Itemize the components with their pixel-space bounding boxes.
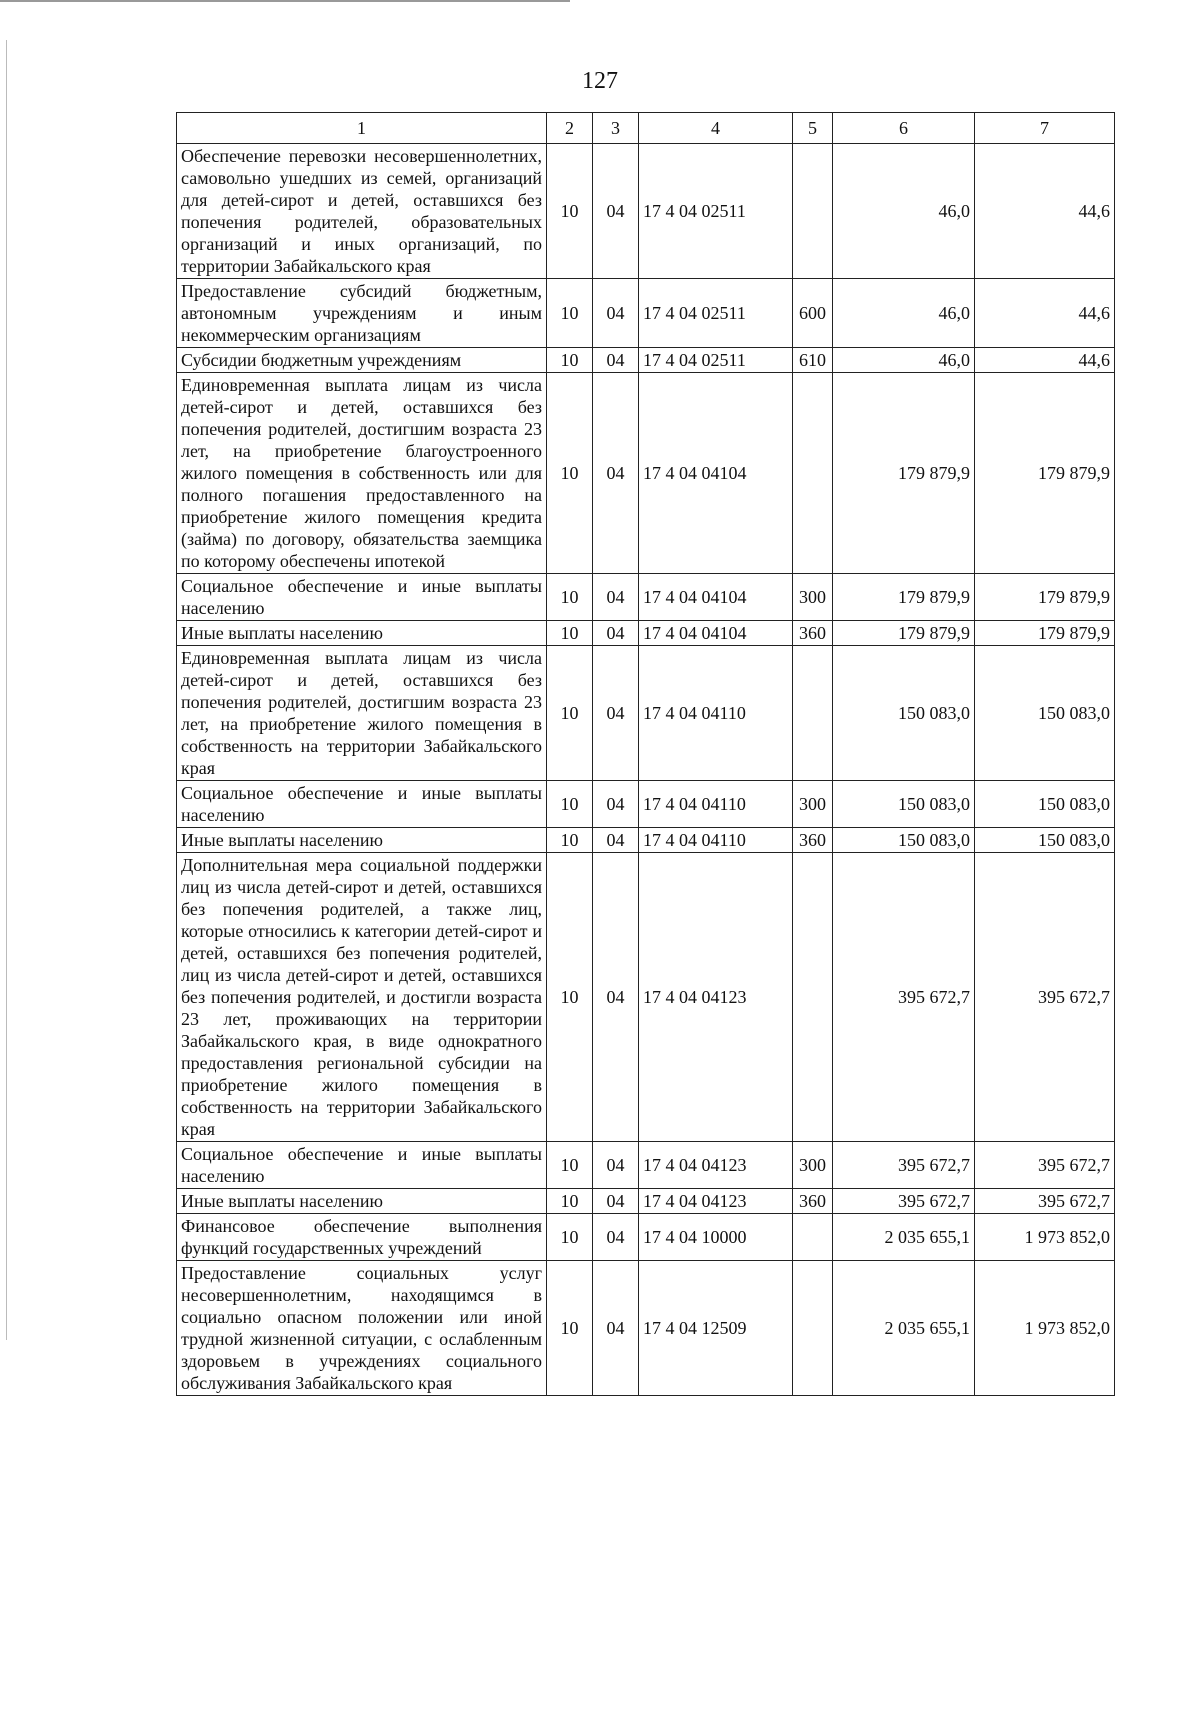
scan-edge-line (0, 0, 570, 2)
row-target-code: 17 4 04 04110 (639, 646, 793, 781)
row-amount-6: 179 879,9 (833, 574, 975, 621)
row-target-code: 17 4 04 04104 (639, 373, 793, 574)
row-name: Социальное обеспечение и иные выплаты населению (177, 574, 547, 621)
row-subsection: 04 (593, 781, 639, 828)
row-section: 10 (547, 279, 593, 348)
row-subsection: 04 (593, 279, 639, 348)
row-expense-type (793, 373, 833, 574)
row-name: Финансовое обеспечение выполнения функций государственных учреждений (177, 1214, 547, 1261)
table-row (177, 1189, 1115, 1214)
row-amount-7: 395 672,7 (975, 1189, 1115, 1214)
header-col-6: 6 (833, 113, 975, 144)
row-amount-6: 150 083,0 (833, 646, 975, 781)
row-subsection: 04 (593, 646, 639, 781)
table-row (177, 574, 1115, 621)
row-name: Единовременная выплата лицам из числа детей-сирот и детей, оставшихся без попечения родителей, достигшим возраста 23 лет, на приобретение благоустроенного жилого помещения в собственность или для полного погашения предоставленного на приобретение жилого помещения кредита (займа) по договору, обязательства заемщика по которому обеспечены ипотекой (177, 373, 547, 574)
row-amount-7: 179 879,9 (975, 373, 1115, 574)
row-amount-7: 44,6 (975, 144, 1115, 279)
row-target-code: 17 4 04 04110 (639, 828, 793, 853)
row-amount-7: 150 083,0 (975, 646, 1115, 781)
budget-table (176, 112, 1115, 1396)
row-amount-6: 179 879,9 (833, 373, 975, 574)
table-header (177, 113, 1115, 144)
table-body (177, 144, 1115, 1396)
row-name: Субсидии бюджетным учреждениям (177, 348, 547, 373)
row-subsection: 04 (593, 1261, 639, 1396)
row-name: Обеспечение перевозки несовершеннолетних, самовольно ушедших из семей, организаций для детей-сирот и детей, оставшихся без попечения родителей, образовательных организаций и иных организаций, по территории Забайкальского края (177, 144, 547, 279)
row-amount-7: 395 672,7 (975, 853, 1115, 1142)
row-subsection: 04 (593, 621, 639, 646)
row-section: 10 (547, 781, 593, 828)
row-section: 10 (547, 348, 593, 373)
row-section: 10 (547, 621, 593, 646)
table-row (177, 1261, 1115, 1396)
row-expense-type: 300 (793, 781, 833, 828)
row-subsection: 04 (593, 574, 639, 621)
header-row (177, 113, 1115, 144)
header-col-7: 7 (975, 113, 1115, 144)
row-section: 10 (547, 373, 593, 574)
table-row (177, 781, 1115, 828)
table-row (177, 828, 1115, 853)
row-target-code: 17 4 04 04123 (639, 1189, 793, 1214)
row-amount-6: 150 083,0 (833, 828, 975, 853)
row-subsection: 04 (593, 373, 639, 574)
row-target-code: 17 4 04 02511 (639, 279, 793, 348)
row-name: Предоставление субсидий бюджетным, автономным учреждениям и иным некоммерческим организациям (177, 279, 547, 348)
row-subsection: 04 (593, 1214, 639, 1261)
row-amount-6: 46,0 (833, 348, 975, 373)
row-target-code: 17 4 04 04123 (639, 853, 793, 1142)
row-amount-6: 395 672,7 (833, 853, 975, 1142)
row-section: 10 (547, 1189, 593, 1214)
row-name: Социальное обеспечение и иные выплаты населению (177, 781, 547, 828)
row-section: 10 (547, 1142, 593, 1189)
row-subsection: 04 (593, 348, 639, 373)
header-col-3: 3 (593, 113, 639, 144)
row-amount-7: 44,6 (975, 348, 1115, 373)
row-subsection: 04 (593, 853, 639, 1142)
row-amount-6: 46,0 (833, 144, 975, 279)
row-name: Дополнительная мера социальной поддержки лиц из числа детей-сирот и детей, оставшихся без попечения родителей, а также лиц, которые относились к категории детей-сирот и детей, оставшихся без попечения родителей, лиц из числа детей-сирот и детей, оставшихся без попечения родителей, и достигли возраста 23 лет, проживающих на территории Забайкальского края, в виде однократного предоставления региональной субсидии на приобретение жилого помещения в собственность на территории Забайкальского края (177, 853, 547, 1142)
row-expense-type (793, 1261, 833, 1396)
row-expense-type: 360 (793, 828, 833, 853)
table-row (177, 853, 1115, 1142)
row-name: Социальное обеспечение и иные выплаты населению (177, 1142, 547, 1189)
row-expense-type (793, 1214, 833, 1261)
row-target-code: 17 4 04 02511 (639, 144, 793, 279)
table-row (177, 279, 1115, 348)
row-amount-7: 44,6 (975, 279, 1115, 348)
row-target-code: 17 4 04 04104 (639, 621, 793, 646)
table-row (177, 144, 1115, 279)
row-expense-type (793, 646, 833, 781)
row-name: Иные выплаты населению (177, 828, 547, 853)
table-row (177, 1214, 1115, 1261)
row-amount-7: 179 879,9 (975, 621, 1115, 646)
row-expense-type: 300 (793, 574, 833, 621)
table-row (177, 646, 1115, 781)
row-expense-type (793, 853, 833, 1142)
row-section: 10 (547, 144, 593, 279)
header-col-2: 2 (547, 113, 593, 144)
row-target-code: 17 4 04 04123 (639, 1142, 793, 1189)
row-expense-type: 300 (793, 1142, 833, 1189)
row-expense-type: 360 (793, 621, 833, 646)
row-amount-6: 2 035 655,1 (833, 1261, 975, 1396)
row-subsection: 04 (593, 1142, 639, 1189)
row-section: 10 (547, 646, 593, 781)
table-row (177, 348, 1115, 373)
row-amount-6: 179 879,9 (833, 621, 975, 646)
row-amount-6: 2 035 655,1 (833, 1214, 975, 1261)
row-target-code: 17 4 04 10000 (639, 1214, 793, 1261)
header-col-4: 4 (639, 113, 793, 144)
row-section: 10 (547, 574, 593, 621)
row-amount-6: 395 672,7 (833, 1142, 975, 1189)
row-amount-7: 179 879,9 (975, 574, 1115, 621)
page-number: 127 (582, 68, 618, 94)
table-row (177, 621, 1115, 646)
row-section: 10 (547, 828, 593, 853)
row-subsection: 04 (593, 828, 639, 853)
row-section: 10 (547, 853, 593, 1142)
row-target-code: 17 4 04 04110 (639, 781, 793, 828)
row-section: 10 (547, 1261, 593, 1396)
header-col-5: 5 (793, 113, 833, 144)
row-expense-type (793, 144, 833, 279)
row-name: Единовременная выплата лицам из числа детей-сирот и детей, оставшихся без попечения родителей, достигшим возраста 23 лет, на приобретение жилого помещения в собственность на территории Забайкальского края (177, 646, 547, 781)
row-name: Иные выплаты населению (177, 1189, 547, 1214)
row-expense-type: 600 (793, 279, 833, 348)
row-subsection: 04 (593, 144, 639, 279)
row-amount-6: 395 672,7 (833, 1189, 975, 1214)
row-name: Иные выплаты населению (177, 621, 547, 646)
row-amount-7: 1 973 852,0 (975, 1261, 1115, 1396)
row-amount-6: 46,0 (833, 279, 975, 348)
row-target-code: 17 4 04 02511 (639, 348, 793, 373)
row-subsection: 04 (593, 1189, 639, 1214)
row-target-code: 17 4 04 04104 (639, 574, 793, 621)
row-expense-type: 360 (793, 1189, 833, 1214)
row-name: Предоставление социальных услуг несовершеннолетним, находящимся в социально опасном положении или иной трудной жизненной ситуации, с ослабленным здоровьем в учреждениях социального обслуживания Забайкальского края (177, 1261, 547, 1396)
row-target-code: 17 4 04 12509 (639, 1261, 793, 1396)
header-col-1: 1 (177, 113, 547, 144)
row-amount-6: 150 083,0 (833, 781, 975, 828)
table-row (177, 1142, 1115, 1189)
row-amount-7: 150 083,0 (975, 781, 1115, 828)
row-expense-type: 610 (793, 348, 833, 373)
row-amount-7: 395 672,7 (975, 1142, 1115, 1189)
row-amount-7: 1 973 852,0 (975, 1214, 1115, 1261)
scan-margin-line (6, 40, 7, 1340)
table-row (177, 373, 1115, 574)
row-amount-7: 150 083,0 (975, 828, 1115, 853)
row-section: 10 (547, 1214, 593, 1261)
